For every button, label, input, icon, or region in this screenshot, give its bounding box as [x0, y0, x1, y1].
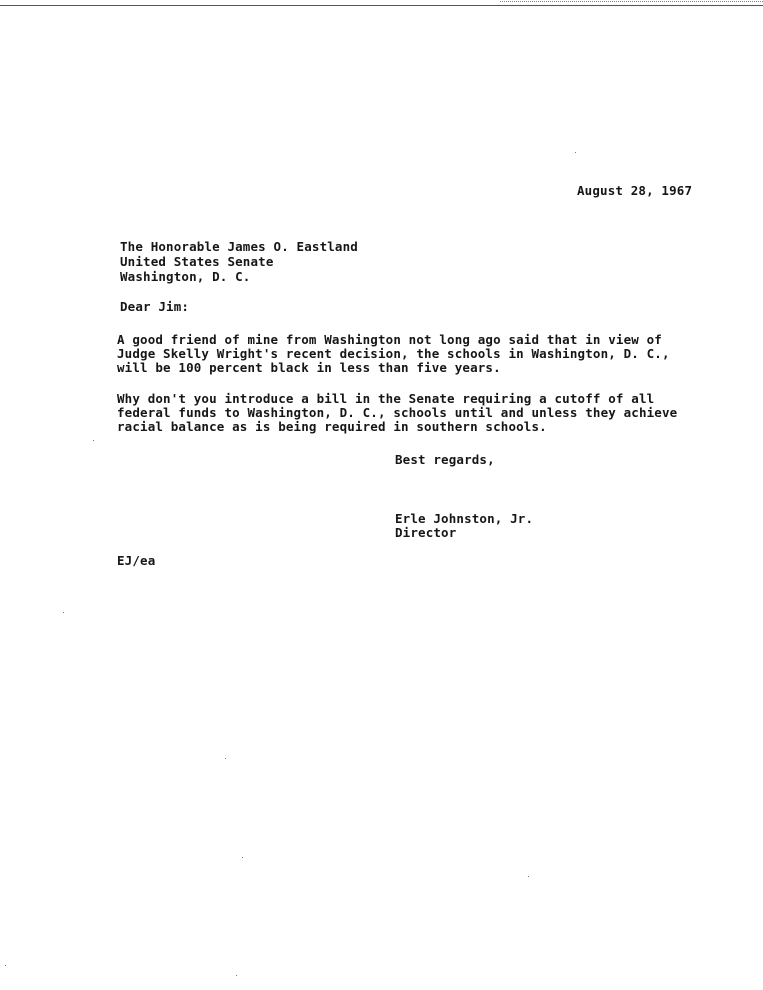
scan-speck: [63, 612, 64, 613]
initials: EJ/ea: [117, 553, 156, 568]
top-rule-faint: [500, 1, 763, 4]
paragraph2-line2: federal funds to Washington, D. C., schools until and unless they achieve: [117, 405, 678, 420]
scan-speck: [528, 876, 529, 877]
paragraph2-line3: racial balance as is being required in southern schools.: [117, 419, 547, 434]
scan-speck: [93, 440, 94, 441]
scan-speck: [225, 758, 226, 759]
paragraph1-line2: Judge Skelly Wright's recent decision, the schools in Washington, D. C.,: [117, 346, 670, 361]
scan-speck: [236, 975, 237, 976]
signer-title: Director: [395, 525, 457, 540]
salutation: Dear Jim:: [120, 299, 190, 314]
scan-speck: [5, 965, 6, 966]
recipient-city: Washington, D. C.: [120, 269, 251, 284]
scan-speck: [242, 857, 243, 858]
closing: Best regards,: [395, 452, 495, 467]
recipient-org: United States Senate: [120, 254, 274, 269]
paragraph1-line1: A good friend of mine from Washington not long ago said that in view of: [117, 332, 662, 347]
recipient-name: The Honorable James O. Eastland: [120, 239, 358, 254]
top-rule: [0, 5, 763, 6]
letter-date: August 28, 1967: [577, 183, 693, 198]
signer-name: Erle Johnston, Jr.: [395, 511, 534, 526]
paragraph2-line1: Why don't you introduce a bill in the Senate requiring a cutoff of all: [117, 391, 655, 406]
scan-speck: [575, 152, 576, 153]
paragraph1-line3: will be 100 percent black in less than five years.: [117, 360, 501, 375]
